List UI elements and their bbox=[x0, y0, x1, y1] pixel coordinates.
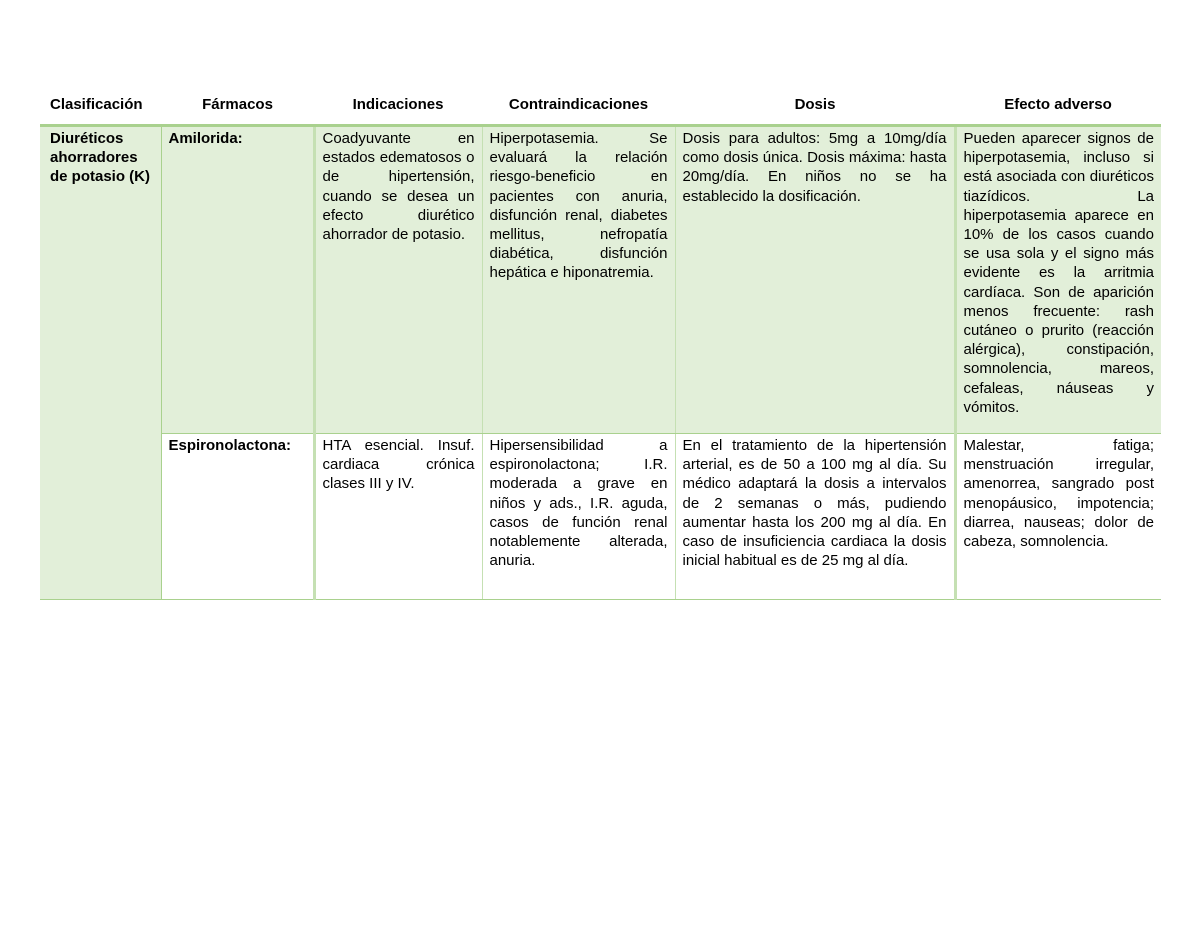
contraindicaciones-cell: Hipersensibilidad a espironolactona; I.R. moderada a grave en niños y ads., I.R. aguda, casos de función renal notablemente alterada, anuria. bbox=[482, 434, 675, 600]
document-page bbox=[40, 84, 1161, 600]
header-contraindicaciones: Contraindicaciones bbox=[482, 84, 675, 126]
farmaco-cell: Amilorida: bbox=[161, 126, 314, 434]
header-row bbox=[40, 84, 1161, 126]
dosis-cell: En el tratamiento de la hipertensión arterial, es de 50 a 100 mg al día. Su médico adaptará la dosis a intervalos de 2 semanas o más, pudiendo aumentar hasta los 200 mg al día. En caso de insuficiencia cardiaca la dosis inicial habitual es de 25 mg al día. bbox=[675, 434, 955, 600]
table-row bbox=[40, 126, 1161, 434]
table-row bbox=[40, 434, 1161, 600]
header-efecto-adverso: Efecto adverso bbox=[955, 84, 1161, 126]
indicaciones-cell: Coadyuvante en estados edematosos o de hipertensión, cuando se desea un efecto diurético ahorrador de potasio. bbox=[314, 126, 482, 434]
header-farmacos: Fármacos bbox=[161, 84, 314, 126]
farmaco-cell: Espironolactona: bbox=[161, 434, 314, 600]
indicaciones-cell: HTA esencial. Insuf. cardiaca crónica clases III y IV. bbox=[314, 434, 482, 600]
header-dosis: Dosis bbox=[675, 84, 955, 126]
header-indicaciones: Indicaciones bbox=[314, 84, 482, 126]
drug-table bbox=[40, 84, 1161, 600]
contraindicaciones-cell: Hiperpotasemia. Se evaluará la relación riesgo-beneficio en pacientes con anuria, disfunción renal, diabetes mellitus, nefropatía diabética, disfunción hepática e hiponatremia. bbox=[482, 126, 675, 434]
clasificacion-cell: Diuréticos ahorradores de potasio (K) bbox=[40, 126, 161, 600]
dosis-cell: Dosis para adultos: 5mg a 10mg/día como dosis única. Dosis máxima: hasta 20mg/día. En niños no se ha establecido la dosificación. bbox=[675, 126, 955, 434]
efecto-adverso-cell: Malestar, fatiga; menstruación irregular, amenorrea, sangrado post menopáusico, impotencia; diarrea, nauseas; dolor de cabeza, somnolencia. bbox=[955, 434, 1161, 600]
efecto-adverso-cell: Pueden aparecer signos de hiperpotasemia, incluso si está asociada con diuréticos tiazídicos. La hiperpotasemia aparece en 10% de los casos cuando se usa sola y el signo más evidente es la arritmia cardíaca. Son de aparición menos frecuente: rash cutáneo o prurito (reacción alérgica), constipación, somnolencia, mareos, cefaleas, náuseas y vómitos. bbox=[955, 126, 1161, 434]
header-clasificacion: Clasificación bbox=[40, 84, 161, 126]
